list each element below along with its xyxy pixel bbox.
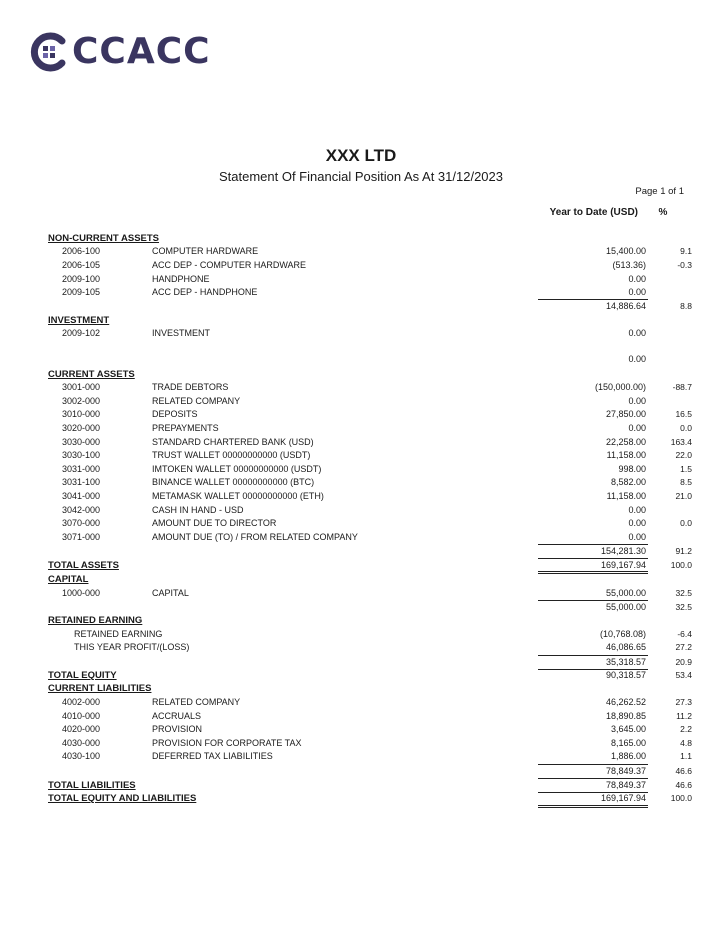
table-row [0, 517, 722, 530]
amount-value: 169,167.94 [600, 560, 646, 570]
account-code: 4030-000 [62, 738, 101, 748]
account-description: DEPOSITS [152, 409, 198, 419]
amount-value: 55,000.00 [605, 588, 646, 598]
row-label: TOTAL EQUITY [48, 670, 117, 681]
subtotal-row [0, 601, 722, 614]
row-label: CURRENT ASSETS [48, 369, 135, 380]
table-row [0, 449, 722, 462]
amount-value: 11,158.00 [606, 450, 646, 460]
total-liabilities-row [0, 779, 722, 792]
table-row [0, 422, 722, 435]
amount-value: 15,400.00 [605, 246, 646, 256]
table-row [0, 245, 722, 258]
table-row [0, 476, 722, 489]
table-row [0, 408, 722, 421]
subtotal-row [0, 300, 722, 313]
company-name: XXX LTD [325, 146, 397, 165]
account-code: 3020-000 [62, 423, 101, 433]
account-code: 2006-105 [62, 260, 101, 270]
table-row [0, 286, 722, 299]
percent-value: 22.0 [675, 450, 692, 460]
account-description: INVESTMENT [152, 328, 211, 338]
page-number: Page 1 of 1 [635, 186, 684, 197]
percent-value: 100.0 [670, 560, 692, 570]
account-description: COMPUTER HARDWARE [152, 246, 259, 256]
table-row [0, 737, 722, 750]
table-row [0, 490, 722, 503]
amount-value: 78,849.37 [605, 780, 646, 790]
amount-value: (150,000.00) [594, 382, 646, 392]
account-description: THIS YEAR PROFIT/(LOSS) [74, 642, 190, 652]
section-heading [0, 314, 722, 327]
amount-value: 11,158.00 [606, 491, 646, 501]
subtotal-row [0, 353, 722, 366]
table-row [0, 327, 722, 340]
table-row [0, 395, 722, 408]
percent-value: 32.5 [675, 602, 692, 612]
table-row [0, 628, 722, 641]
table-row [0, 710, 722, 723]
row-label: NON-CURRENT ASSETS [48, 233, 160, 244]
amount-value: 8,165.00 [610, 738, 646, 748]
account-description: CAPITAL [152, 588, 189, 598]
percent-value: 4.8 [680, 738, 692, 748]
subtotal-row [0, 656, 722, 669]
account-code: 4030-100 [62, 751, 101, 761]
amount-value: 0.00 [628, 518, 646, 528]
amount-value: (10,768.08) [599, 629, 646, 639]
percent-value: 163.4 [670, 437, 692, 447]
percent-value: 16.5 [675, 409, 692, 419]
account-code: 2009-102 [62, 328, 101, 338]
percent-value: 91.2 [675, 546, 692, 556]
table-row [0, 723, 722, 736]
subtotal-row [0, 545, 722, 558]
logo-text: CCACC [72, 31, 211, 72]
row-label: CURRENT LIABILITIES [48, 683, 152, 694]
account-description: TRUST WALLET 00000000000 (USDT) [152, 450, 311, 460]
logo-mark-icon [30, 32, 70, 72]
table-row [0, 531, 722, 544]
amount-value: 0.00 [628, 287, 646, 297]
account-description: HANDPHONE [152, 274, 210, 284]
percent-value: -6.4 [677, 629, 692, 639]
account-code: 3031-000 [62, 464, 101, 474]
account-description: ACCRUALS [152, 711, 202, 721]
section-heading [0, 368, 722, 381]
account-code: 4010-000 [62, 711, 101, 721]
account-description: BINANCE WALLET 00000000000 (BTC) [152, 477, 315, 487]
amount-value: 78,849.37 [605, 766, 646, 776]
amount-value: 154,281.30 [600, 546, 646, 556]
percent-value: -88.7 [672, 382, 692, 392]
percent-value: 2.2 [680, 724, 692, 734]
amount-value: 22,258.00 [605, 437, 646, 447]
account-description: ACC DEP - COMPUTER HARDWARE [152, 260, 307, 270]
percent-value: 20.9 [675, 657, 692, 667]
account-code: 3031-100 [62, 477, 101, 487]
section-heading [0, 232, 722, 245]
account-description: TRADE DEBTORS [152, 382, 229, 392]
subtotal-row [0, 765, 722, 778]
row-label: INVESTMENT [48, 315, 110, 326]
total-equity-row [0, 669, 722, 682]
account-code: 1000-000 [62, 588, 101, 598]
account-code: 2009-105 [62, 287, 101, 297]
amount-value: 0.00 [628, 396, 646, 406]
account-description: RELATED COMPANY [152, 396, 241, 406]
percent-value: 1.1 [680, 751, 692, 761]
account-code: 3030-100 [62, 450, 101, 460]
column-header-percent: % [658, 207, 668, 218]
percent-value: 0.0 [680, 518, 692, 528]
amount-value: 55,000.00 [605, 602, 646, 612]
total-equity-liabilities-row [0, 792, 722, 805]
account-description: PROVISION [152, 724, 203, 734]
row-label: RETAINED EARNING [48, 615, 143, 626]
amount-value: 35,318.57 [605, 657, 646, 667]
account-code: 3041-000 [62, 491, 101, 501]
column-header-ytd: Year to Date (USD) [549, 207, 638, 218]
table-row [0, 273, 722, 286]
account-code: 3002-000 [62, 396, 101, 406]
percent-value: 11.2 [676, 711, 692, 721]
section-heading [0, 573, 722, 586]
account-description: PREPAYMENTS [152, 423, 219, 433]
percent-value: 27.2 [675, 642, 692, 652]
table-row [0, 381, 722, 394]
account-description: PROVISION FOR CORPORATE TAX [152, 738, 302, 748]
row-label: TOTAL EQUITY AND LIABILITIES [48, 793, 197, 804]
account-description: IMTOKEN WALLET 00000000000 (USDT) [152, 464, 322, 474]
amount-value: 90,318.57 [605, 670, 646, 680]
percent-value: 9.1 [680, 246, 692, 256]
amount-value: 8,582.00 [610, 477, 646, 487]
amount-value: 18,890.85 [605, 711, 646, 721]
amount-value: 0.00 [628, 423, 646, 433]
account-code: 3001-000 [62, 382, 101, 392]
amount-value: 998.00 [618, 464, 646, 474]
amount-value: 0.00 [628, 532, 646, 542]
account-code: 3030-000 [62, 437, 101, 447]
account-code: 3010-000 [62, 409, 101, 419]
amount-value: (513.36) [612, 260, 646, 270]
table-row [0, 436, 722, 449]
table-row [0, 587, 722, 600]
account-description: CASH IN HAND - USD [152, 505, 244, 515]
account-description: RETAINED EARNING [74, 629, 163, 639]
amount-value: 1,886.00 [610, 751, 646, 761]
amount-value: 14,886.64 [605, 301, 646, 311]
account-code: 3070-000 [62, 518, 101, 528]
account-code: 3042-000 [62, 505, 101, 515]
account-code: 3071-000 [62, 532, 101, 542]
amount-value: 27,850.00 [605, 409, 646, 419]
amount-value: 0.00 [628, 328, 646, 338]
percent-value: 21.0 [675, 491, 692, 501]
account-code: 2006-100 [62, 246, 101, 256]
table-row [0, 641, 722, 654]
table-row [0, 750, 722, 763]
percent-value: 100.0 [670, 793, 692, 803]
table-row [0, 463, 722, 476]
account-description: ACC DEP - HANDPHONE [152, 287, 258, 297]
percent-value: 1.5 [680, 464, 692, 474]
account-description: AMOUNT DUE TO DIRECTOR [152, 518, 277, 528]
row-label: TOTAL LIABILITIES [48, 780, 136, 791]
account-description: RELATED COMPANY [152, 697, 241, 707]
account-description: METAMASK WALLET 00000000000 (ETH) [152, 491, 324, 501]
amount-value: 0.00 [628, 274, 646, 284]
amount-value: 46,086.65 [605, 642, 646, 652]
percent-value: 27.3 [675, 697, 692, 707]
percent-value: 53.4 [675, 670, 692, 680]
amount-value: 3,645.00 [610, 724, 646, 734]
account-code: 2009-100 [62, 274, 101, 284]
amount-value: 0.00 [628, 505, 646, 515]
percent-value: 32.5 [675, 588, 692, 598]
table-row [0, 696, 722, 709]
amount-value: 169,167.94 [600, 793, 646, 803]
percent-value: -0.3 [677, 260, 692, 270]
row-label: CAPITAL [48, 574, 89, 585]
percent-value: 0.0 [680, 423, 692, 433]
account-description: STANDARD CHARTERED BANK (USD) [152, 437, 314, 447]
double-rule [538, 805, 648, 808]
account-description: AMOUNT DUE (TO) / FROM RELATED COMPANY [152, 532, 358, 542]
account-code: 4020-000 [62, 724, 101, 734]
company-logo [30, 32, 211, 72]
amount-value: 0.00 [628, 354, 646, 364]
percent-value: 46.6 [675, 780, 692, 790]
section-heading [0, 614, 722, 627]
section-heading [0, 682, 722, 695]
report-title: Statement Of Financial Position As At 31/12/2023 [218, 169, 503, 184]
percent-value: 46.6 [675, 766, 692, 776]
amount-value: 46,262.52 [605, 697, 646, 707]
percent-value: 8.5 [680, 477, 692, 487]
table-row [0, 504, 722, 517]
account-description: DEFERRED TAX LIABILITIES [152, 751, 273, 761]
account-code: 4002-000 [62, 697, 101, 707]
table-row [0, 259, 722, 272]
percent-value: 8.8 [680, 301, 692, 311]
row-label: TOTAL ASSETS [48, 560, 119, 571]
